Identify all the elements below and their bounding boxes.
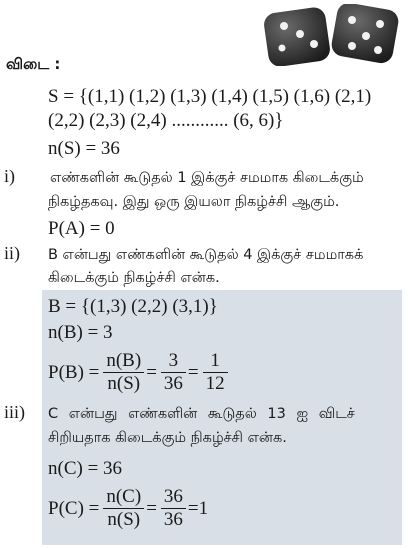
part-iii-fraction-1-numerator: n(C) — [103, 486, 144, 509]
part-ii-fraction-2-denominator: 36 — [163, 373, 183, 394]
part-i-result: P(A) = 0 — [48, 218, 115, 239]
part-ii-fraction-3 — [203, 350, 228, 395]
part-iii-equals-2: =1 — [187, 497, 209, 519]
part-ii-fraction-1 — [103, 350, 144, 395]
dice-icon — [256, 4, 404, 66]
part-ii-text-line-2: கிடைக்கும் நிகழ்ச்சி என்க. — [48, 270, 220, 286]
part-ii-label: ii) — [4, 243, 20, 263]
part-ii-fraction-1-denominator: n(S) — [107, 373, 141, 394]
part-iii-equals-1: = — [146, 497, 157, 519]
part-iii-text-line-1: C என்பது எண்களின் கூடுதல் 13 ஐ விடச் — [48, 406, 355, 422]
part-ii-fraction-3-numerator: 1 — [203, 350, 228, 373]
part-iii-fraction-1 — [103, 486, 144, 531]
part-ii-fraction-2-numerator: 3 — [161, 350, 186, 373]
part-ii-count: n(B) = 3 — [48, 322, 113, 343]
part-iii-fraction-2-numerator: 36 — [161, 486, 186, 509]
part-i-label: i) — [4, 166, 15, 186]
sample-space-count: n(S) = 36 — [48, 138, 120, 159]
part-ii-equals-2: = — [187, 361, 199, 383]
part-ii-set: B = {(1,3) (2,2) (3,1)} — [48, 296, 218, 317]
part-ii-fraction-2 — [161, 350, 186, 395]
part-i-text-line-1: எண்களின் கூடுதல் 1 இக்குச் சமமாக கிடைக்கும் — [50, 170, 364, 186]
part-iii-probability — [48, 486, 210, 531]
part-ii-prob-lhs: P(B) = — [48, 361, 100, 383]
part-ii-equals-1: = — [146, 361, 157, 383]
part-ii-text-line-1: B என்பது எண்களின் கூடுதல் 4 இக்குச் சமமாகக் — [48, 247, 364, 263]
answer-heading: விடை : — [6, 55, 61, 73]
part-ii-fraction-3-denominator: 12 — [205, 373, 225, 394]
part-ii-fraction-1-numerator: n(B) — [103, 350, 144, 373]
part-ii-probability — [48, 350, 230, 395]
sample-space-line-2: (2,2) (2,3) (2,4) ............ (6, 6)} — [48, 110, 284, 131]
part-iii-text-line-2: சிறியதாக கிடைக்கும் நிகழ்ச்சி என்க. — [48, 430, 287, 446]
part-iii-fraction-1-denominator: n(S) — [107, 509, 141, 530]
part-iii-label: iii) — [4, 402, 25, 422]
part-iii-prob-lhs: P(C) = — [48, 497, 100, 519]
part-iii-fraction-2-denominator: 36 — [163, 509, 183, 530]
part-i-text-line-2: நிகழ்தகவு. இது ஒரு இயலா நிகழ்ச்சி ஆகும். — [48, 194, 340, 210]
part-iii-count: n(C) = 36 — [48, 458, 123, 479]
part-iii-fraction-2 — [161, 486, 186, 531]
sample-space-line-1: S = {(1,1) (1,2) (1,3) (1,4) (1,5) (1,6) (2,1) — [48, 86, 372, 107]
